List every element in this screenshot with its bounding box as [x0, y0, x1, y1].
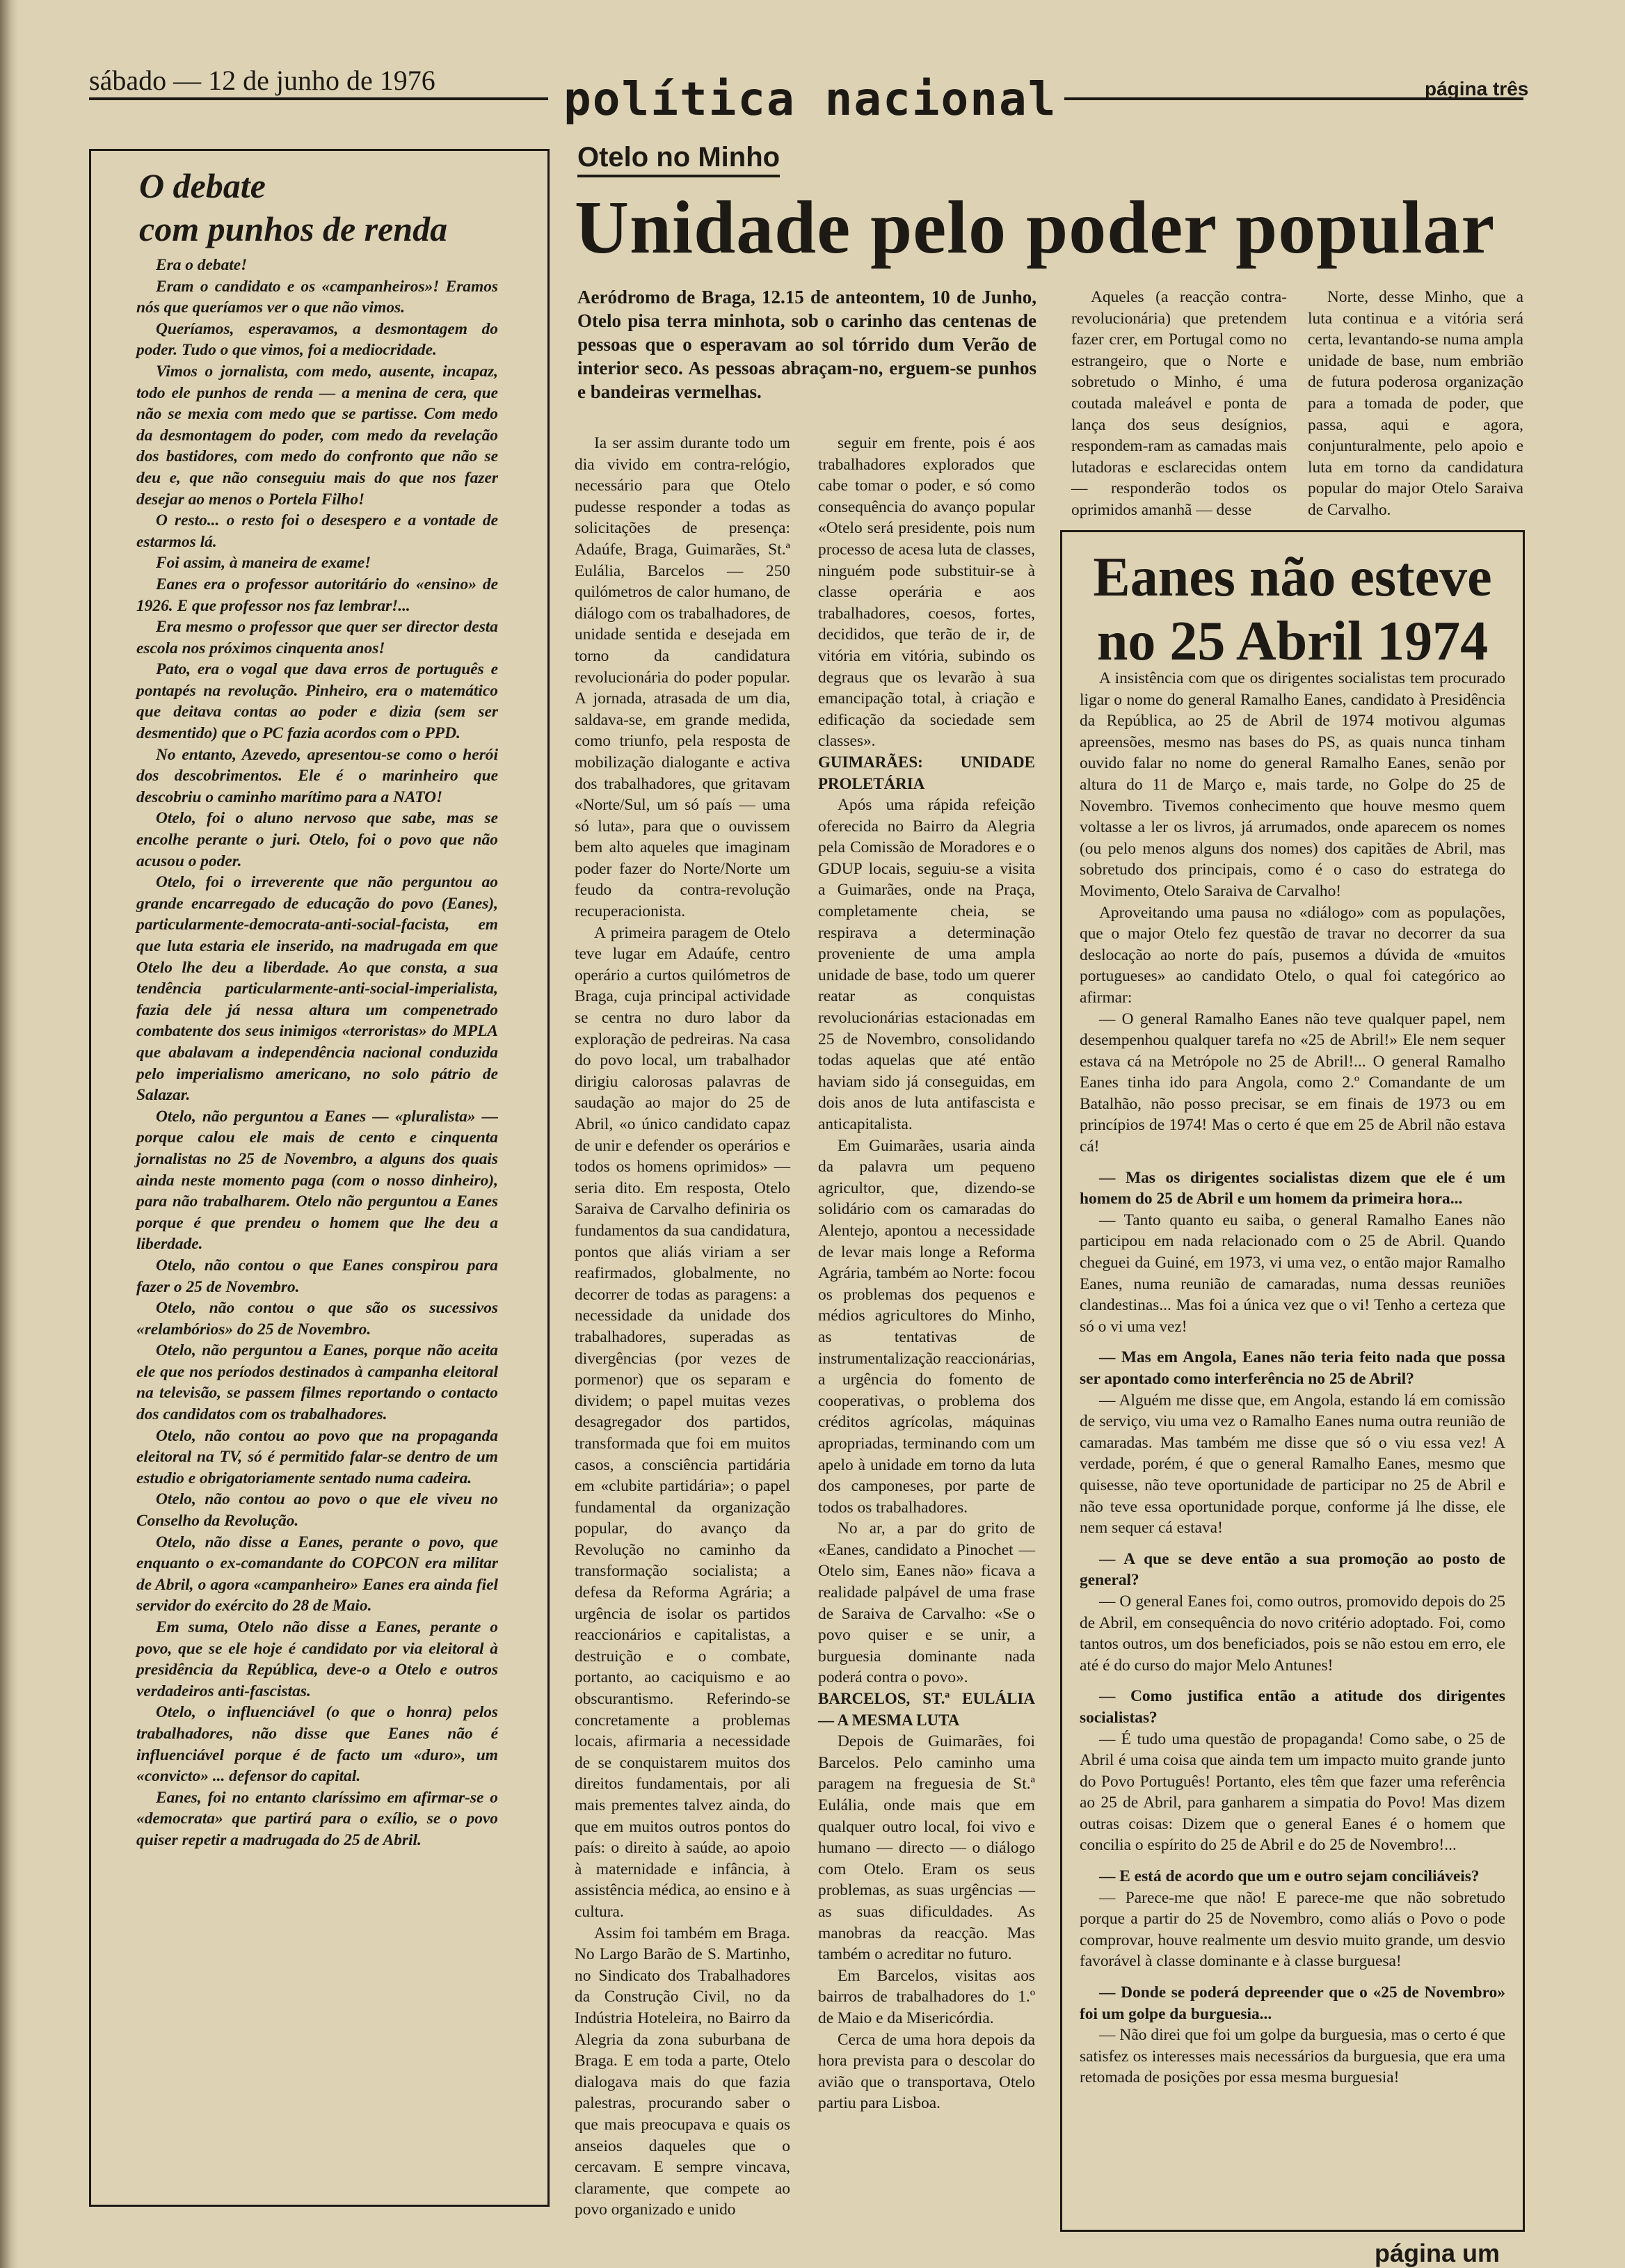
paragraph: Vimos o jornalista, com medo, ausente, incapaz, todo ele punhos de renda — a menina de cera, que não se mexia com medo que se partisse. Com medo da desmontagem do poder, com medo da revelação dos bastidores, com medo do confronto que não se deu e, que não conseguiu mais do que nos fazer desejar ao menos o Portela Filho! — [136, 362, 498, 509]
story-column-3-text: Aqueles (a reacção contra-revolucionária) que pretendem fazer crer, em Portugal como no estrangeiro, que o Norte e sobretudo o Minho, é uma coutada maleável e ponta de lança dos seus desígnios, respondem-ram as camadas mais lutadoras e esclarecidas ontem — responderão todos os oprimidos amanhã — desse — [1071, 288, 1287, 519]
paragraph: Otelo, não contou ao povo que na propaganda eleitoral na TV, só é permitido falar-se dentro de um estudio e obrigatoriamente sentado numa cadeira. — [136, 1426, 498, 1487]
paragraph: No entanto, Azevedo, apresentou-se como o herói dos descobrimentos. Ele é o marinheiro que descobriu o caminho marítimo para a NATO! — [136, 745, 498, 806]
story-column-4 — [1308, 287, 1523, 521]
paragraph: Depois de Guimarães, foi Barcelos. Pelo caminho uma paragem na freguesia de St.ª Eulália, onde mais que em qualquer outro local, foi vivo e humano — directo — o diálogo com Otelo. Eram os seus problemas, as suas urgências — as suas dificuldades. As manobras da reacção. Mas também o acreditar no futuro. — [818, 1732, 1035, 1964]
paragraph: Otelo, foi o irreverente que não perguntou ao grande encarregado de educação do povo (Eanes), particularmente-democrata-anti-social-facista, em que luta estaria ele inserido, na madrugada em que Otelo lhe deu a liberdade. Ao que consta, a sua tendência particularmente-anti-social-imperialista, fazia dele já nessa altura um compenetrado combatente dos seus inimigos «terroristas» do MPLA que abalavam a independência nacional conduzida pelo imperialismo americano, no solo pátrio de Salazar. — [136, 873, 498, 1105]
paragraph: seguir em frente, pois é aos trabalhadores explorados que cabe tomar o poder, e só como consequência do avanço popular «Otelo será presidente, pois num processo de acesa luta de classes, ninguém pode substituir-se à classe operária e aos trabalhadores, coesos, fortes, decididos, que terão de ir, de vitória em vitória, subindo os degraus que os levarão à sua emancipação total, à criação e edificação da sociedade sem classes». — [818, 434, 1035, 751]
paragraph: Otelo, foi o aluno nervoso que sabe, mas se encolhe perante o juri. Otelo, foi o povo que não acusou o poder. — [136, 809, 498, 870]
subhead-guimaraes: GUIMARÃES: UNIDADE PROLETÁRIA — [818, 753, 1035, 792]
paragraph: Após uma rápida refeição oferecida no Bairro da Alegria pela Comissão de Moradores e o GDUP locais, seguiu-se a visita a Guimarães, onde na Praça, completamente cheia, se respirava a determinação proveniente de uma ampla unidade de base, todo um querer reatar as conquistas revolucionárias estacionadas em 25 de Novembro, consolidando todas aquelas que até então haviam sido já conseguidas, em dois anos de luta antifascista e anticapitalista. — [818, 796, 1035, 1133]
paragraph: O resto... o resto foi o desespero e a vontade de estarmos lá. — [136, 511, 498, 551]
paragraph: Ia ser assim durante todo um dia vivido em contra-relógio, necessário para que Otelo pudesse responder a todas as solicitações de presença: Adaúfe, Braga, Guimarães, St.ª Eulália, Barcelos — 250 quilómetros de calor humano, de diálogo com os trabalhadores, de unidade sentida e desejada em torno da candidatura revolucionária do poder popular. A jornada, atrasada de um dia, saldava-se, em grande medida, como triunfo, pela resposta de mobilização dialogante e activa dos trabalhadores, que gritavam «Norte/Sul, um só país — uma só luta», para que o ouvissem bem alto aqueles que imaginam poder fazer do Norte/Norte um feudo da contra-revolução recuperacionista. — [575, 434, 790, 921]
continued-page-label: página um — [1375, 2239, 1500, 2267]
paragraph: Otelo, não contou o que Eanes conspirou para fazer o 25 de Novembro. — [136, 1256, 498, 1296]
paragraph: Aproveitando uma pausa no «diálogo» com as populações, que o major Otelo fez questão de travar no decorrer da sua deslocação ao norte do país, pusemos a dúvida de «muitos portugueses» ao candidato Otelo, o qual foi categórico ao afirmar: — [1080, 903, 1505, 1007]
section-title: política nacional — [563, 72, 1057, 126]
paragraph: Otelo, não contou ao povo o que ele viveu no Conselho da Revolução. — [136, 1490, 498, 1531]
eanes-title-line2: no 25 Abril 1974 — [1096, 611, 1489, 672]
sidebar-body — [136, 255, 498, 1851]
paragraph: Eanes era o professor autoritário do «ensino» de 1926. E que professor nos faz lembrar!... — [136, 575, 498, 615]
eanes-body — [1080, 668, 1505, 2089]
paragraph: Em suma, Otelo não disse a Eanes, perante o povo, que se ele hoje é candidato por via eleitoral à presidência da República, deve-o a Otelo e outros verdadeiros anti-fascistas. — [136, 1618, 498, 1700]
eanes-title — [1071, 545, 1514, 673]
page-binding-edge — [0, 0, 18, 2268]
paragraph: Queríamos, esperavamos, a desmontagem do poder. Tudo o que vimos, foi a mediocridade. — [136, 319, 498, 360]
interview-question: — Mas em Angola, Eanes não teria feito nada que possa ser apontado como interferência no 25 de Abril? — [1080, 1348, 1505, 1388]
paragraph: Cerca de uma hora depois da hora prevista para o descolar do avião que o transportava, Otelo partiu para Lisboa. — [818, 2030, 1035, 2113]
story-headline: Unidade pelo poder popular — [575, 186, 1496, 269]
interview-question: — E está de acordo que um e outro sejam conciliáveis? — [1099, 1867, 1480, 1886]
interview-question: — Mas os dirigentes socialistas dizem que ele é um homem do 25 de Abril e um homem da primeira hora... — [1080, 1168, 1505, 1208]
paragraph: Eanes, foi no entanto claríssimo em afirmar-se o «democrata» que partirá para o exílio, se o povo quiser repetir a madrugada do 25 de Abril. — [136, 1788, 498, 1849]
paragraph: Foi assim, à maneira de exame! — [156, 554, 371, 573]
eanes-title-line1: Eanes não esteve — [1093, 547, 1492, 608]
interview-answer: — Alguém me disse que, em Angola, estando lá em comissão de serviço, viu uma vez o Ramalho Eanes numa outra reunião de camaradas. Mas também me disse que só o viu essa vez! A verdade, porém, é que o general Ramalho Eanes, mesmo que quisesse, não teve oportunidade de participar no 25 de Abril e não teve essa oportunidade porque, conforme já lhe disse, ele nem sequer cá estava! — [1080, 1391, 1505, 1538]
paragraph: — O general Ramalho Eanes não teve qualquer papel, nem desempenhou qualquer tarefa no «25 de Abril!» Ele nem sequer estava cá na Metrópole no 25 de Abril!... O general Ramalho Eanes tinha ido para Angola, como 2.º Comandante de um Batalhão, não posso precisar, se em finais de 1973 ou em princípios de 1974! Mas o certo é que em 25 de Abril não estava cá! — [1080, 1009, 1505, 1156]
paragraph: Era mesmo o professor que quer ser director desta escola nos próximos cinquenta anos! — [136, 618, 498, 657]
paragraph: A insistência com que os dirigentes socialistas tem procurado ligar o nome do general Ramalho Eanes, candidato à Presidência da República, ao 25 de Abril de 1974 motivou algumas apreensões, mesmo nas bases do PS, as quais nunca tinham ouvido falar no nome do general Ramalho Eanes, senão por altura do 11 de Março e, mais tarde, no Golpe do 25 de Novembro. Tivemos conhecimento que houve mesmo quem voltasse a ler os livros, já arrumados, onde aparecem os nomes (ou pelo menos alguns dos nomes) dos capitães de Abril, mas sobretudo dos principais, como é o caso do estratega do Movimento, Otelo Saraiva de Carvalho! — [1080, 669, 1505, 900]
story-lead: Aeródromo de Braga, 12.15 de anteontem, 10 de Junho, Otelo pisa terra minhota, sob o carinho das centenas de pessoas que o esperavam ao sol tórrido dum Verão de interior seco. As pessoas abraçam-no, erguem-se punhos e bandeiras vermelhas. — [577, 287, 1036, 402]
issue-date: sábado — 12 de junho de 1976 — [89, 65, 435, 96]
interview-question: — Como justifica então a atitude dos dirigentes socialistas? — [1080, 1687, 1505, 1727]
interview-question: — A que se deve então a sua promoção ao posto de general? — [1080, 1549, 1505, 1590]
paragraph: Em Barcelos, visitas aos bairros de trabalhadores do 1.º de Maio e da Misericórdia. — [818, 1966, 1035, 2027]
story-column-2 — [818, 433, 1035, 2114]
header-rule-left — [89, 97, 548, 100]
paragraph: Otelo, não contou o que são os sucessivos «relambórios» do 25 de Novembro. — [136, 1299, 498, 1339]
sidebar-title-line1: O debate — [139, 166, 266, 205]
story-column-1 — [575, 433, 790, 2221]
sidebar-title — [139, 164, 529, 250]
interview-answer: — Tanto quanto eu saiba, o general Ramalho Eanes não participou em nada relacionado com o 25 de Abril. Quando cheguei da Guiné, em 1973, vi uma vez, o então major Ramalho Eanes, numa reunião de camaradas, numa dessas reuniões clandestinas... Mas foi a única vez que o vi! Tenho a certeza que só o vi uma vez! — [1080, 1211, 1505, 1336]
interview-question: — Donde se poderá depreender que o «25 de Novembro» foi um golpe da burguesia... — [1080, 1983, 1505, 2023]
paragraph: Otelo, não perguntou a Eanes — «pluralista» — porque calou ele mais de cento e cinquenta jornalistas no 25 de Novembro, a alguns dos quais ainda neste momento paga (com o nosso dinheiro), para não trabalharem. Otelo não perguntou a Eanes porque é que prendeu o homem que lhe deu a liberdade. — [136, 1107, 498, 1254]
paragraph: Otelo, não disse a Eanes, perante o povo, que enquanto o ex-comandante do COPCON era militar de Abril, o agora «campanheiro» Eanes era ainda fiel servidor do exército do 28 de Maio. — [136, 1533, 498, 1615]
interview-answer: — Não direi que foi um golpe da burguesia, mas o certo é que satisfez os interesses mais necessários da burguesia, que era uma retomada de posições por essa mesma burguesia! — [1080, 2026, 1505, 2087]
paragraph: Pato, era o vogal que dava erros de português e pontapés na revolução. Pinheiro, era o matemático que deitava contas ao poder e dizia (sem ser desmentido) que o PC fazia acordos com o PPD. — [136, 660, 498, 743]
paragraph: A primeira paragem de Otelo teve lugar em Adaúfe, centro operário a curtos quilómetros de Braga, cuja principal actividade se centra no duro labor da exploração de pedreiras. Na casa do povo local, um trabalhador dirigiu calorosas palavras de saudação ao major do 25 de Abril, «o único candidato capaz de unir e defender os operários e todos os homens oprimidos» — seria dito. Em resposta, Otelo Saraiva de Carvalho definiria os fundamentos da sua candidatura, pontos que aliás viriam a ser reafirmados, globalmente, no decorrer de todas as paragens: a necessidade da unidade dos trabalhadores, superadas as divergências (por vezes de pormenor) que os separam e dividem; o papel muitas vezes desagregador dos partidos, transformada que foi em muitos casos, a consciência partidária em «clubite partidária»; o papel fundamental da organização popular, do avanço da Revolução no caminho da transformação socialista; a defesa da Reforma Agrária; a urgência de isolar os partidos reaccionários e capitalistas, a destruição e o combate, portanto, ao caciquismo e ao obscurantismo. Referindo-se concretamente a problemas locais, afirmaria a necessidade de se conquistarem muitos dos direitos fundamentais, por ali mais prementes talvez ainda, do que em muitos outros pontos do país: o direito à saúde, ao apoio à maternidade e infância, à assistência médica, ao ensino e à cultura. — [575, 923, 790, 1921]
sidebar-title-line2: com punhos de renda — [139, 209, 448, 248]
story-kicker: Otelo no Minho — [577, 142, 780, 177]
story-column-4-text: Norte, desse Minho, que a luta continua e a vitória será certa, levantando-se numa ampla unidade de base, num embrião de futura poderosa organização para a tomada de poder, que passa, aqui e agora, conjunturalmente, pelo apoio e luta em torno da candidatura popular do major Otelo Saraiva de Carvalho. — [1308, 288, 1523, 519]
paragraph: Era o debate! — [156, 256, 248, 274]
paragraph: No ar, a par do grito de «Eanes, candidato a Pinochet — Otelo sim, Eanes não» ficava a realidade palpável de uma frase de Saraiva de Carvalho: «Se o povo quiser e se unir, a burguesia dominante nada poderá contra o povo». — [818, 1519, 1035, 1687]
paragraph: Eram o candidato e os «campanheiros»! Eramos nós que queríamos ver o que não vimos. — [136, 277, 498, 317]
interview-answer: — O general Eanes foi, como outros, promovido depois do 25 de Abril, em consequência do novo critério adoptado. Foi, como tantos outros, um dos beneficiados, pois se não estou em erro, ele até é do curso do major Melo Antunes! — [1080, 1592, 1505, 1675]
story-column-3 — [1071, 287, 1287, 521]
paragraph: Otelo, o influenciável (o que o honra) pelos trabalhadores, não disse que Eanes não é influenciável porque é de facto um «duro», um «convicto» ... defensor do capital. — [136, 1703, 498, 1786]
subhead-barcelos: BARCELOS, ST.ª EULÁLIA — A MESMA LUTA — [818, 1690, 1035, 1729]
paragraph: Assim foi também em Braga. No Largo Barão de S. Martinho, no Sindicato dos Trabalhadores da Construção Civil, no da Indústria Hoteleira, no Bairro da Alegria da zona suburbana de Braga. E em toda a parte, Otelo dialogava mais do que fazia palestras, procurando saber o que mais preocupava e quais os anseios daqueles que o cercavam. E sempre vincava, claramente, que compete ao povo organizado e unido — [575, 1924, 790, 2219]
interview-answer: — É tudo uma questão de propaganda! Como sabe, o 25 de Abril é uma coisa que ainda tem um impacto muito grande junto do Povo Português! Portanto, eles têm que fazer uma referência ao 25 de Abril, para ganharem a simpatia do Povo! Mas dizem outras coisas: Dizem que o general Eanes é o homem que concilia o espírito do 25 de Abril e do 25 de Novembro!... — [1080, 1730, 1505, 1855]
paragraph: Otelo, não perguntou a Eanes, porque não aceita ele que nos períodos destinados à campanha eleitoral na televisão, se passem filmes reportando o contacto dos candidatos com os trabalhadores. — [136, 1341, 498, 1424]
paragraph: Em Guimarães, usaria ainda da palavra um pequeno agricultor, que, dizendo-se solidário com os camaradas do Alentejo, apontou a necessidade de levar mais longe a Reforma Agrária, também ao Norte: focou os problemas dos pequenos e médios agricultores do Minho, as tentativas de instrumentalização reaccionárias, a urgência do fomento de cooperativas, o problema dos créditos agrícolas, máquinas apropriadas, terminando com um apelo à unidade em torno da luta dos camponeses, por parte de todos os trabalhadores. — [818, 1136, 1035, 1517]
page-label: página três — [1425, 78, 1529, 99]
interview-answer: — Parece-me que não! E parece-me que não sobretudo porque a partir do 25 de Novembro, como aliás o Povo o pode comprovar, houve realmente um desvio muito grande, um desvio favorável à classe dominante e à classe burguesa! — [1080, 1888, 1505, 1971]
